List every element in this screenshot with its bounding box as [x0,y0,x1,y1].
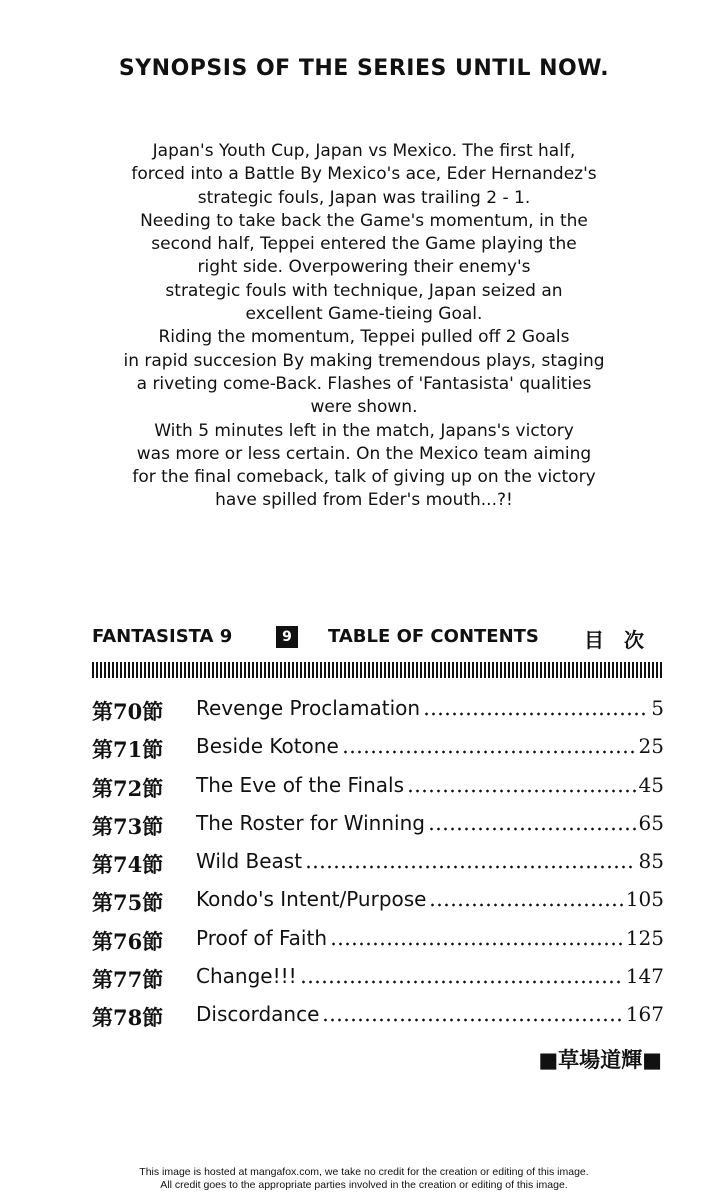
synopsis-line: a riveting come-Back. Flashes of 'Fantasista' qualities [136,373,592,394]
toc-entry [92,922,664,960]
hosting-notice [0,1166,728,1192]
dot-leader [330,942,623,946]
toc-entry [92,998,664,1036]
chapter-title: The Eve of the Finals [196,772,405,797]
synopsis-text [70,140,658,513]
toc-heading: TABLE OF CONTENTS [328,626,539,647]
toc-entry [92,692,664,730]
synopsis-line: With 5 minutes left in the match, Japans's victory [154,420,574,441]
toc-entry [92,960,664,998]
toc-entry [92,730,664,768]
chapter-title: Revenge Proclamation [196,696,421,720]
dot-leader [305,865,636,869]
hosting-notice-line: This image is hosted at mangafox.com, we take no credit for the creation or editing of this image. [139,1166,589,1178]
synopsis-line: for the final comeback, talk of giving up on the victory [132,467,596,488]
volume-badge: 9 [276,626,298,648]
toc-entry [92,845,664,883]
synopsis-line: forced into a Battle By Mexico's ace, Eder Hernandez's [131,164,597,185]
toc-entry [92,883,664,921]
chapter-title: Change!!! [196,964,297,989]
page-number: 147 [625,964,664,989]
page-number: 5 [651,696,664,720]
chapter-number: 第70節 [92,699,164,724]
dot-leader [407,789,636,793]
series-title: FANTASISTA 9 [92,626,233,647]
chapter-number: 第71節 [92,737,164,763]
chapter-title: Wild Beast [196,849,303,874]
dot-leader [322,1018,622,1022]
chapter-number: 第75節 [92,890,164,916]
chapter-number: 第74節 [92,852,164,878]
chapter-number: 第78節 [92,1005,164,1031]
toc-entry [92,769,664,807]
synopsis-line: was more or less certain. On the Mexico team aiming [136,443,592,464]
synopsis-title: SYNOPSIS OF THE SERIES UNTIL NOW. [118,56,610,81]
page-number: 125 [625,925,664,950]
toc-divider [92,662,662,678]
synopsis-line: have spilled from Eder's mouth...?! [215,490,513,511]
synopsis-line: excellent Game-tieing Goal. [245,304,483,325]
chapter-number: 第73節 [92,813,164,839]
toc-entry [92,807,664,845]
chapter-title: Discordance [196,1002,320,1027]
chapter-title: Proof of Faith [196,925,327,950]
synopsis-line: Japan's Youth Cup, Japan vs Mexico. The first half, [152,141,576,161]
synopsis-line: second half, Teppei entered the Game playing the [151,234,577,255]
toc-list [92,692,664,1037]
chapter-number: 第77節 [92,967,164,993]
toc-header [92,624,664,652]
dot-leader [342,750,636,754]
page-number: 167 [625,1002,664,1027]
dot-leader [300,980,623,984]
synopsis-line: right side. Overpowering their enemy's [197,257,531,278]
page-number: 65 [638,810,664,835]
chapter-title: The Roster for Winning [196,810,425,835]
synopsis-line: strategic fouls with technique, Japan seized an [165,280,563,301]
page-number: 25 [638,734,664,759]
hosting-notice-line: All credit goes to the appropriate parties involved in the creation or editing of this image. [160,1179,568,1191]
chapter-title: Kondo's Intent/Purpose [196,887,427,912]
chapter-number: 第76節 [92,928,164,954]
synopsis-line: in rapid succesion By making tremendous plays, staging [123,350,605,371]
dot-leader [429,903,622,907]
page-number: 85 [638,849,664,874]
dot-leader [423,712,648,716]
toc-heading-jp: 目次 [584,628,664,652]
artist-name: ■草場道輝■ [538,1048,662,1072]
chapter-title: Beside Kotone [196,734,339,759]
page-number: 105 [625,887,664,912]
synopsis-line: strategic fouls, Japan was trailing 2 - 1. [197,187,531,208]
synopsis-line: were shown. [310,397,418,418]
dot-leader [428,827,636,831]
chapter-number: 第72節 [92,775,164,801]
synopsis-line: Riding the momentum, Teppei pulled off 2 Goals [158,327,570,348]
synopsis-line: Needing to take back the Game's momentum, in the [140,210,588,231]
page-number: 45 [638,772,664,797]
